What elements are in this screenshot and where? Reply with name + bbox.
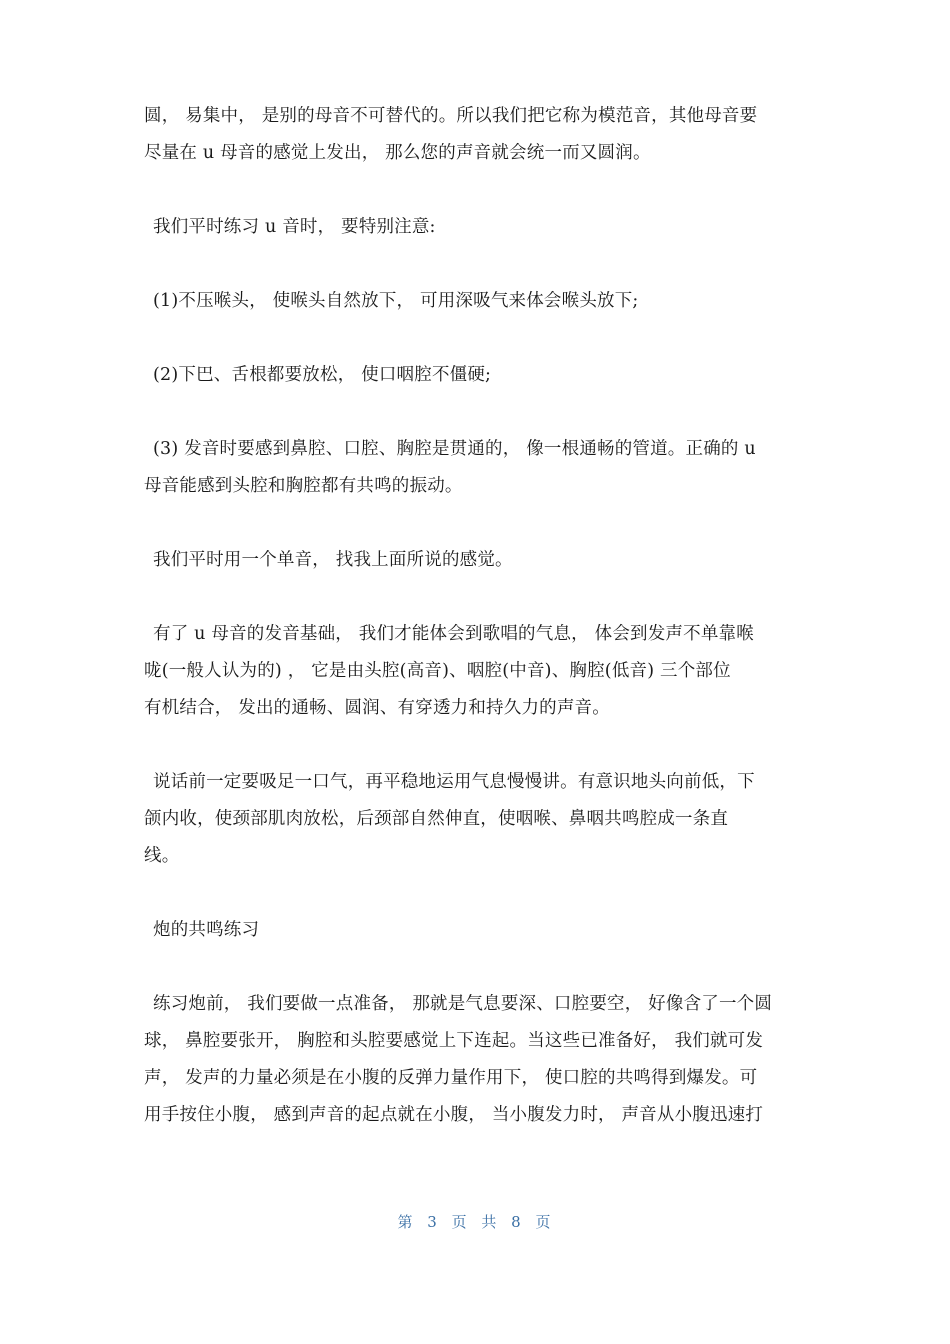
paragraph-3 bbox=[144, 283, 806, 320]
text-line: 球， 鼻腔要张开， 胸腔和头腔要感觉上下连起。当这些已准备好， 我们就可发 bbox=[144, 1031, 764, 1051]
paragraph-1 bbox=[144, 98, 806, 172]
text-line: 我们平时用一个单音， 找我上面所说的感觉。 bbox=[153, 550, 513, 570]
text-line: 尽量在 u 母音的感觉上发出， 那么您的声音就会统一而又圆润。 bbox=[144, 143, 651, 163]
text-line: 炮的共鸣练习 bbox=[153, 920, 260, 940]
text-line: 说话前一定要吸足一口气，再平稳地运用气息慢慢讲。有意识地头向前低，下 bbox=[153, 772, 755, 792]
text-line: 母音能感到头腔和胸腔都有共鸣的振动。 bbox=[144, 476, 463, 496]
text-line: 线。 bbox=[144, 846, 180, 866]
paragraph-7 bbox=[144, 616, 806, 727]
text-line: (1)不压喉头， 使喉头自然放下， 可用深吸气来体会喉头放下; bbox=[153, 291, 639, 311]
paragraph-4 bbox=[144, 357, 806, 394]
text-line: 声， 发声的力量必须是在小腹的反弹力量作用下， 使口腔的共鸣得到爆发。可 bbox=[144, 1068, 758, 1088]
page-number-footer: 第 3 页 共 8 页 bbox=[397, 1213, 553, 1231]
text-line: 圆， 易集中， 是别的母音不可替代的。所以我们把它称为模范音，其他母音要 bbox=[144, 106, 758, 126]
text-line: (3) 发音时要感到鼻腔、口腔、胸腔是贯通的， 像一根通畅的管道。正确的 u bbox=[153, 439, 756, 459]
paragraph-5 bbox=[144, 431, 806, 505]
paragraph-10 bbox=[144, 986, 806, 1134]
text-line: (2)下巴、舌根都要放松， 使口咽腔不僵硬; bbox=[153, 365, 492, 385]
text-line: 练习炮前， 我们要做一点准备， 那就是气息要深、口腔要空， 好像含了一个圆 bbox=[153, 994, 773, 1014]
text-line: 颌内收，使颈部肌肉放松，后颈部自然伸直，使咽喉、鼻咽共鸣腔成一条直 bbox=[144, 809, 729, 829]
text-line: 用手按住小腹， 感到声音的起点就在小腹， 当小腹发力时， 声音从小腹迅速打 bbox=[144, 1105, 764, 1125]
paragraph-8 bbox=[144, 764, 806, 875]
paragraph-2 bbox=[144, 209, 806, 246]
document-body bbox=[144, 98, 806, 1171]
paragraph-6 bbox=[144, 542, 806, 579]
text-line: 有机结合， 发出的通畅、圆润、有穿透力和持久力的声音。 bbox=[144, 698, 610, 718]
text-line: 我们平时练习 u 音时， 要特别注意: bbox=[153, 217, 436, 237]
section-heading bbox=[144, 912, 806, 949]
text-line: 有了 u 母音的发音基础， 我们才能体会到歌唱的气息， 体会到发声不单靠喉 bbox=[153, 624, 754, 644]
text-line: 咙(一般人认为的) ， 它是由头腔(高音)、咽腔(中音)、胸腔(低音) 三个部位 bbox=[144, 661, 731, 681]
